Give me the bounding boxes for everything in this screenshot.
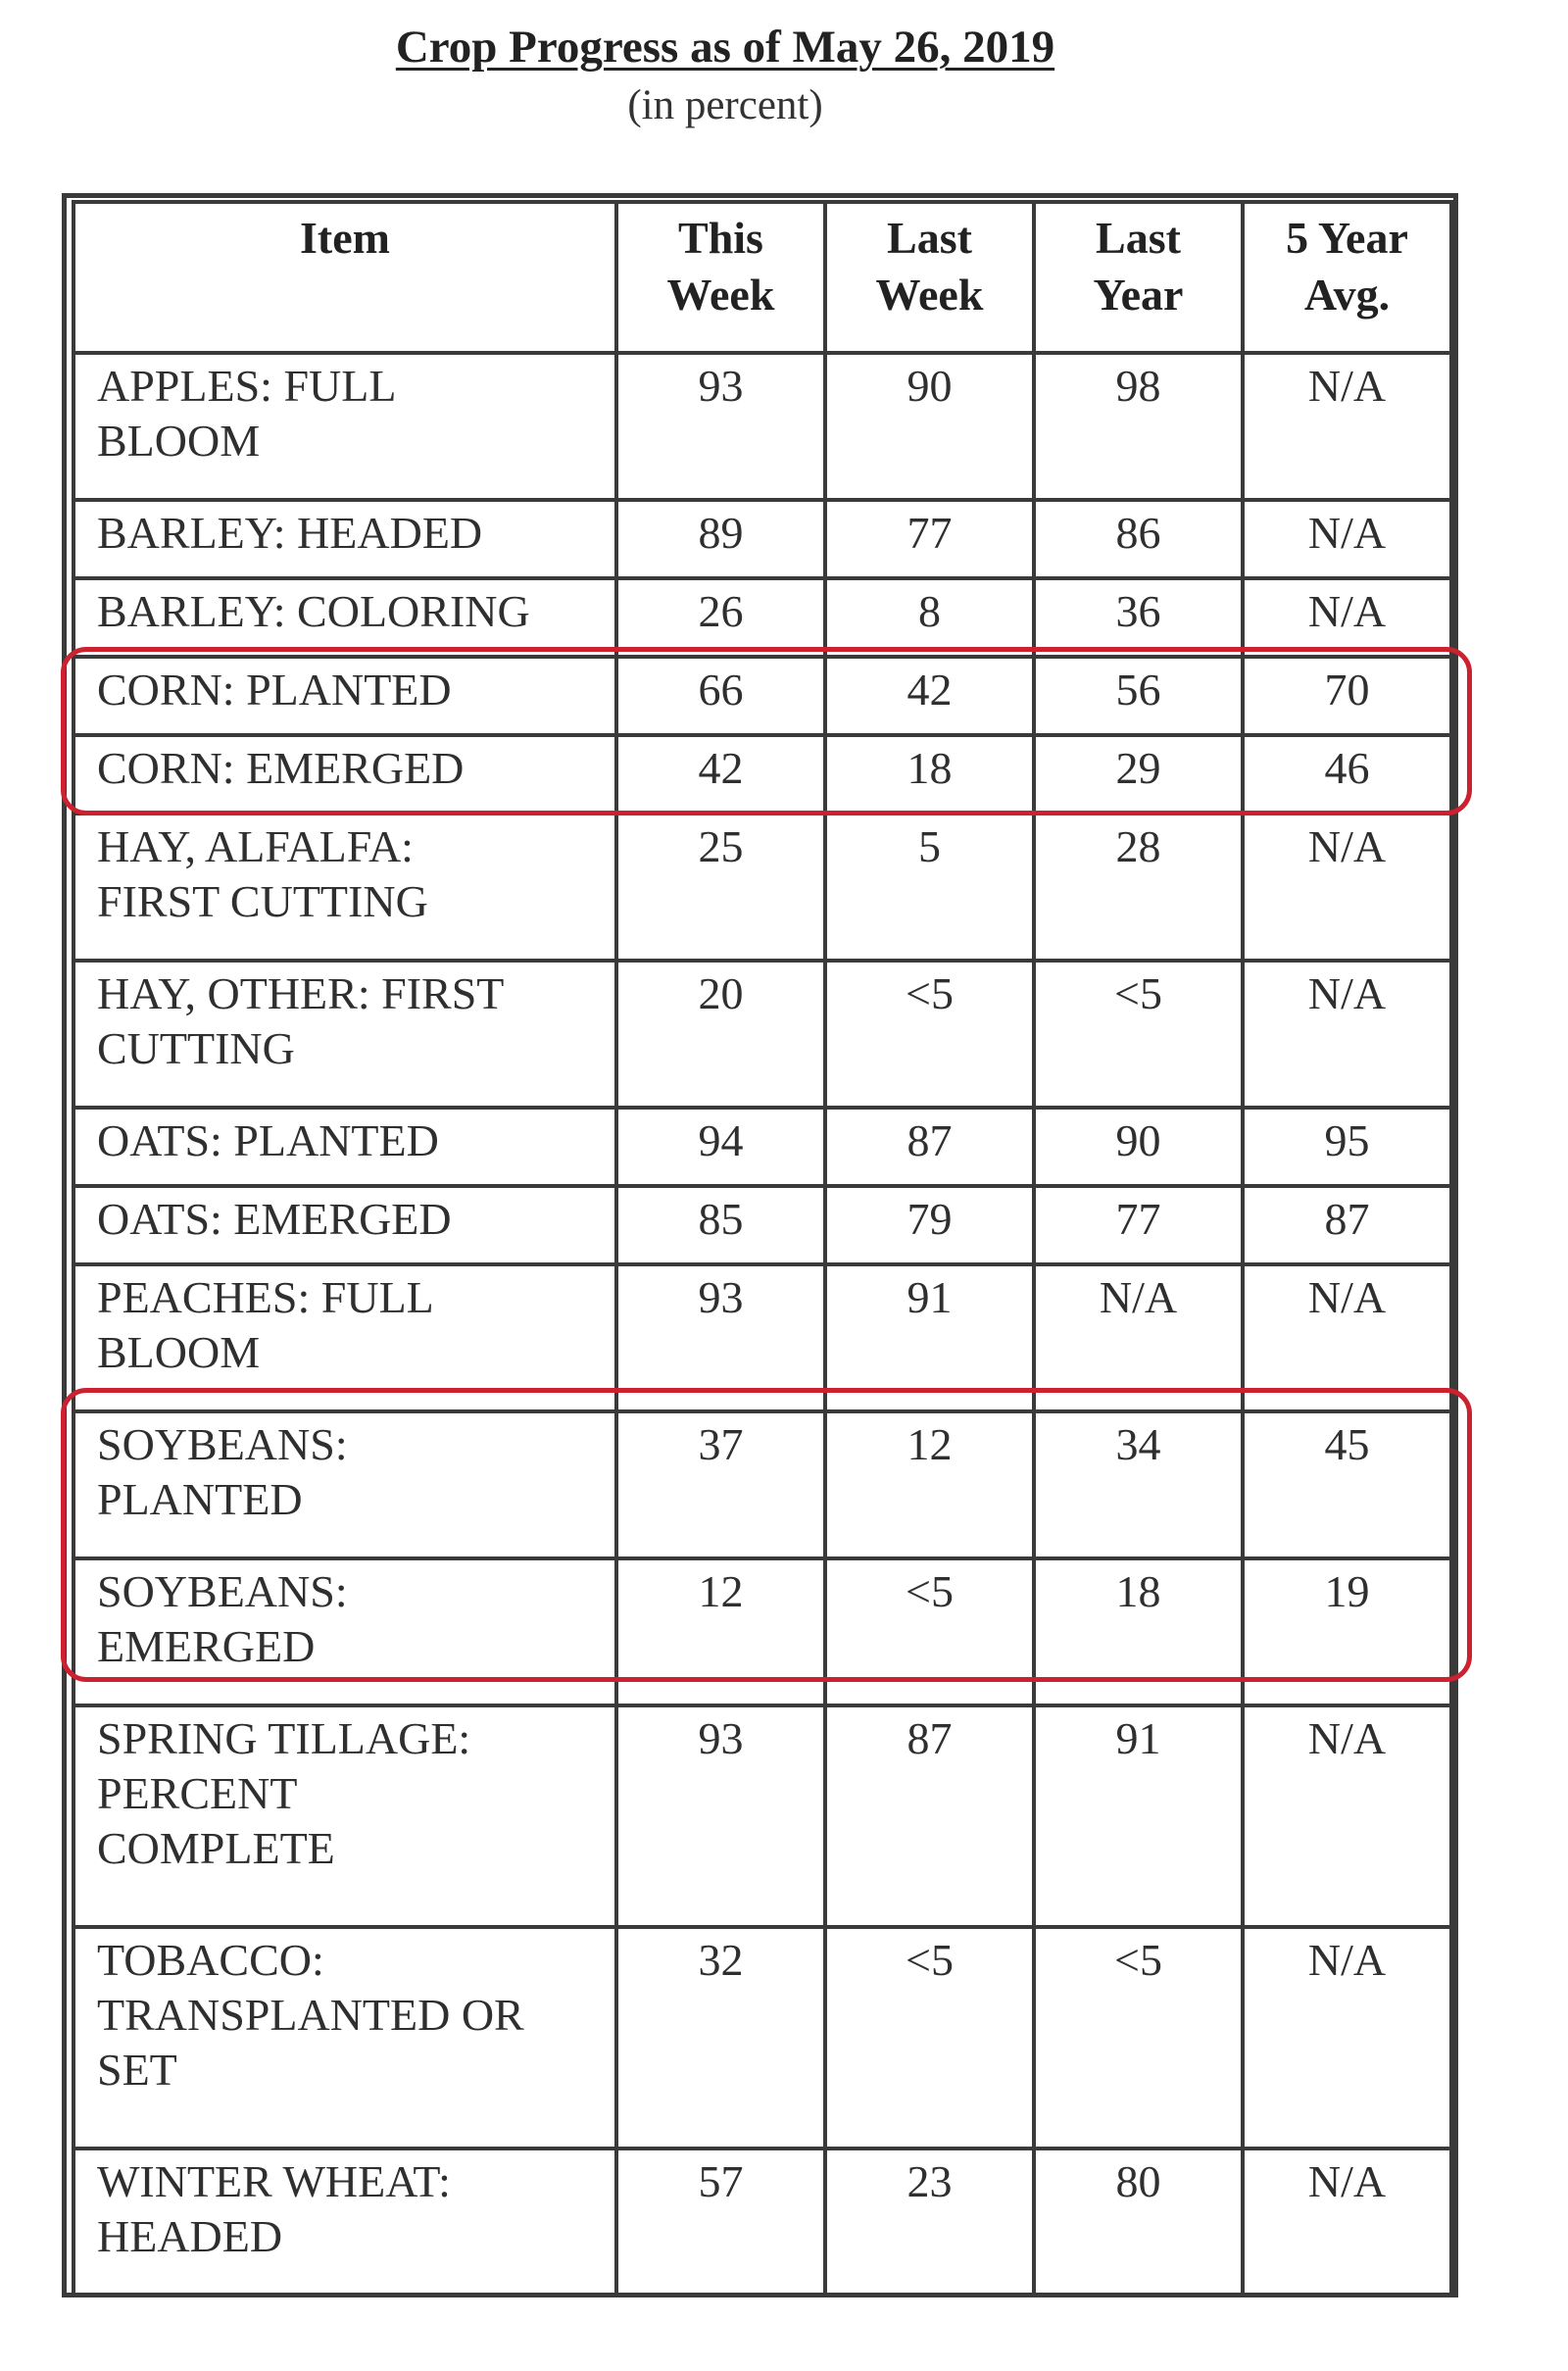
header-this-week: This Week: [616, 202, 825, 353]
table-row: [74, 1927, 1451, 2149]
table-row: [74, 2149, 1451, 2296]
cell-last-week: <5: [825, 961, 1034, 1108]
page-subtitle: (in percent): [627, 82, 823, 128]
cell-last-year: 36: [1034, 578, 1243, 657]
row-item: OATS: EMERGED: [74, 1186, 616, 1264]
cell-5-year-avg: N/A: [1243, 1264, 1451, 1411]
cell-last-year: 80: [1034, 2149, 1243, 2296]
crop-progress-table: [72, 200, 1453, 2297]
row-item: CORN: EMERGED: [74, 735, 616, 814]
cell-this-week: 89: [616, 500, 825, 578]
cell-last-week: 8: [825, 578, 1034, 657]
cell-this-week: 37: [616, 1411, 825, 1558]
cell-this-week: 42: [616, 735, 825, 814]
cell-this-week: 66: [616, 657, 825, 735]
cell-last-year: 28: [1034, 814, 1243, 961]
cell-last-year: 56: [1034, 657, 1243, 735]
cell-this-week: 93: [616, 1705, 825, 1927]
cell-last-week: <5: [825, 1558, 1034, 1705]
row-item: SPRING TILLAGE: PERCENT COMPLETE: [74, 1705, 616, 1927]
header-last-week: Last Week: [825, 202, 1034, 353]
row-item: SOYBEANS: PLANTED: [74, 1411, 616, 1558]
cell-5-year-avg: 46: [1243, 735, 1451, 814]
header-last-year: Last Year: [1034, 202, 1243, 353]
cell-last-year: 90: [1034, 1108, 1243, 1186]
table-row: [74, 814, 1451, 961]
cell-5-year-avg: N/A: [1243, 814, 1451, 961]
cell-last-week: 91: [825, 1264, 1034, 1411]
row-item: CORN: PLANTED: [74, 657, 616, 735]
table-row: [74, 353, 1451, 500]
cell-this-week: 94: [616, 1108, 825, 1186]
table-row: [74, 578, 1451, 657]
cell-last-week: 5: [825, 814, 1034, 961]
cell-last-week: <5: [825, 1927, 1034, 2149]
cell-5-year-avg: 95: [1243, 1108, 1451, 1186]
cell-last-week: 42: [825, 657, 1034, 735]
cell-5-year-avg: N/A: [1243, 1705, 1451, 1927]
cell-last-year: 18: [1034, 1558, 1243, 1705]
row-item: WINTER WHEAT: HEADED: [74, 2149, 616, 2296]
cell-last-year: 29: [1034, 735, 1243, 814]
cell-5-year-avg: N/A: [1243, 578, 1451, 657]
cell-last-week: 87: [825, 1705, 1034, 1927]
table-row: [74, 1411, 1451, 1558]
cell-last-year: 77: [1034, 1186, 1243, 1264]
cell-last-week: 79: [825, 1186, 1034, 1264]
cell-last-year: N/A: [1034, 1264, 1243, 1411]
cell-this-week: 26: [616, 578, 825, 657]
cell-this-week: 57: [616, 2149, 825, 2296]
cell-5-year-avg: 45: [1243, 1411, 1451, 1558]
table-row: [74, 735, 1451, 814]
table-row: [74, 1264, 1451, 1411]
table-row: [74, 1558, 1451, 1705]
cell-this-week: 93: [616, 353, 825, 500]
cell-this-week: 32: [616, 1927, 825, 2149]
table-row: [74, 1705, 1451, 1927]
cell-last-week: 90: [825, 353, 1034, 500]
table-row: [74, 1186, 1451, 1264]
cell-last-year: 34: [1034, 1411, 1243, 1558]
cell-this-week: 93: [616, 1264, 825, 1411]
table-row: [74, 961, 1451, 1108]
cell-5-year-avg: N/A: [1243, 353, 1451, 500]
cell-last-year: 98: [1034, 353, 1243, 500]
cell-this-week: 25: [616, 814, 825, 961]
row-item: TOBACCO: TRANSPLANTED OR SET: [74, 1927, 616, 2149]
cell-last-week: 23: [825, 2149, 1034, 2296]
cell-5-year-avg: 19: [1243, 1558, 1451, 1705]
table-row: [74, 657, 1451, 735]
cell-last-year: 86: [1034, 500, 1243, 578]
cell-last-year: <5: [1034, 961, 1243, 1108]
cell-5-year-avg: N/A: [1243, 2149, 1451, 2296]
row-item: SOYBEANS: EMERGED: [74, 1558, 616, 1705]
table-header-row: [74, 202, 1451, 353]
row-item: APPLES: FULL BLOOM: [74, 353, 616, 500]
header-item: Item: [74, 202, 616, 353]
cell-this-week: 20: [616, 961, 825, 1108]
row-item: BARLEY: HEADED: [74, 500, 616, 578]
row-item: PEACHES: FULL BLOOM: [74, 1264, 616, 1411]
page-title: Crop Progress as of May 26, 2019: [395, 22, 1055, 73]
cell-this-week: 85: [616, 1186, 825, 1264]
cell-last-week: 87: [825, 1108, 1034, 1186]
cell-5-year-avg: N/A: [1243, 500, 1451, 578]
cell-5-year-avg: 87: [1243, 1186, 1451, 1264]
row-item: BARLEY: COLORING: [74, 578, 616, 657]
table-row: [74, 1108, 1451, 1186]
row-item: OATS: PLANTED: [74, 1108, 616, 1186]
cell-last-year: <5: [1034, 1927, 1243, 2149]
cell-5-year-avg: 70: [1243, 657, 1451, 735]
cell-last-week: 77: [825, 500, 1034, 578]
cell-5-year-avg: N/A: [1243, 1927, 1451, 2149]
row-item: HAY, ALFALFA: FIRST CUTTING: [74, 814, 616, 961]
cell-5-year-avg: N/A: [1243, 961, 1451, 1108]
header-5-year-avg: 5 Year Avg.: [1243, 202, 1451, 353]
cell-this-week: 12: [616, 1558, 825, 1705]
cell-last-week: 12: [825, 1411, 1034, 1558]
cell-last-year: 91: [1034, 1705, 1243, 1927]
table-row: [74, 500, 1451, 578]
row-item: HAY, OTHER: FIRST CUTTING: [74, 961, 616, 1108]
cell-last-week: 18: [825, 735, 1034, 814]
